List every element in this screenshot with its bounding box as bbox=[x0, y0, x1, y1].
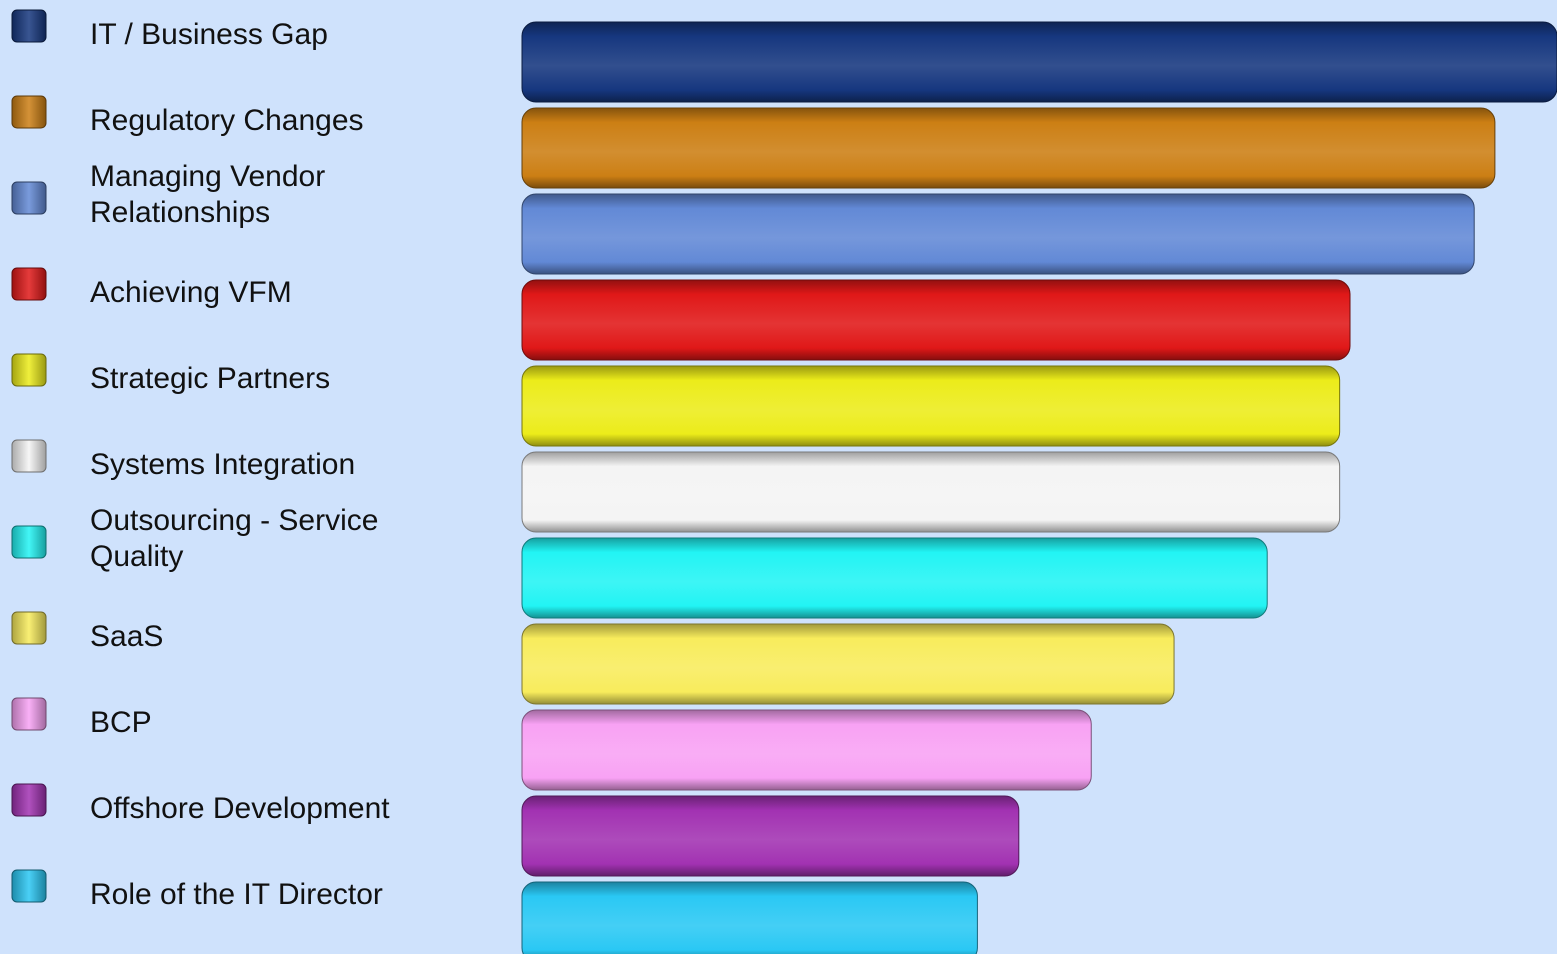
bar-8 bbox=[522, 624, 1174, 704]
legend-label-5: Strategic Partners bbox=[90, 362, 331, 395]
legend-swatch-10 bbox=[12, 784, 46, 816]
legend-label-2: Regulatory Changes bbox=[90, 104, 364, 137]
bar-9 bbox=[522, 710, 1091, 790]
legend-swatch-8 bbox=[12, 612, 46, 644]
legend-label-6: Systems Integration bbox=[90, 448, 356, 481]
legend-label-11: Role of the IT Director bbox=[90, 878, 383, 911]
legend-label-10: Offshore Development bbox=[90, 792, 390, 825]
legend-label-3: Managing Vendor Relationships bbox=[90, 160, 326, 229]
bar-2 bbox=[522, 108, 1495, 188]
bar-3 bbox=[522, 194, 1474, 274]
legend-swatch-1 bbox=[12, 10, 46, 42]
legend-swatch-4 bbox=[12, 268, 46, 300]
legend-label-8: SaaS bbox=[90, 620, 164, 653]
bar-10 bbox=[522, 796, 1019, 876]
bar-1 bbox=[522, 22, 1557, 102]
bar-11 bbox=[522, 882, 977, 954]
legend-swatch-9 bbox=[12, 698, 46, 730]
legend-swatch-7 bbox=[12, 526, 46, 558]
legend-swatch-5 bbox=[12, 354, 46, 386]
legend-label-4: Achieving VFM bbox=[90, 276, 292, 309]
legend-label-9: BCP bbox=[90, 706, 152, 739]
bar-5 bbox=[522, 366, 1340, 446]
legend-swatch-2 bbox=[12, 96, 46, 128]
legend-label-1: IT / Business Gap bbox=[90, 18, 328, 51]
legend-label-7: Outsourcing - Service Quality bbox=[90, 504, 379, 573]
legend-swatch-11 bbox=[12, 870, 46, 902]
legend-swatch-6 bbox=[12, 440, 46, 472]
bar-6 bbox=[522, 452, 1340, 532]
bar-4 bbox=[522, 280, 1350, 360]
bar-7 bbox=[522, 538, 1267, 618]
legend-swatch-3 bbox=[12, 182, 46, 214]
